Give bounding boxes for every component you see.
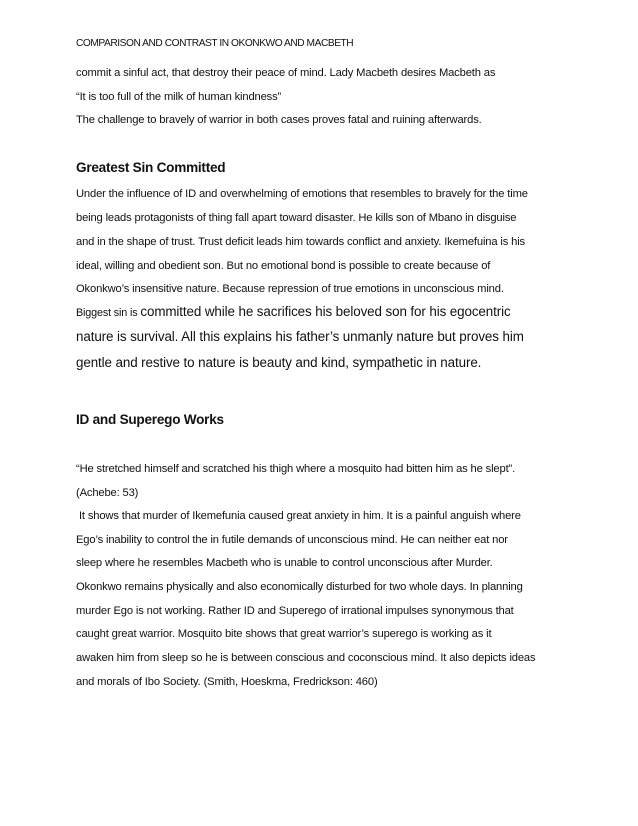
quote-line: “It is too full of the milk of human kindness” <box>76 91 282 103</box>
paragraph-line: Under the influence of ID and overwhelming of emotions that resembles to bravely for the time <box>76 188 528 200</box>
paragraph-line: murder Ego is not working. Rather ID and Superego of irrational impulses synonymous that <box>76 605 514 617</box>
paragraph-line: It shows that murder of Ikemefunia caused great anxiety in him. It is a painful anguish where <box>76 510 521 522</box>
paragraph-line: nature is survival. All this explains his father’s unmanly nature but proves him <box>76 329 524 344</box>
section-heading-id-superego: ID and Superego Works <box>76 412 224 427</box>
citation-line: (Achebe: 53) <box>76 487 139 499</box>
paragraph-line: caught great warrior. Mosquito bite shows that great warrior’s superego is working as it <box>76 628 492 640</box>
paragraph-line-mixed <box>76 305 511 320</box>
paragraph-line: Ego’s inability to control the in futile demands of unconscious mind. He can neither eat nor <box>76 534 508 546</box>
paragraph-line: and morals of Ibo Society. (Smith, Hoeskma, Fredrickson: 460) <box>76 676 378 688</box>
paragraph-line: Okonkwo’s insensitive nature. Because repression of true emotions in unconscious mind. <box>76 283 504 295</box>
running-header: COMPARISON AND CONTRAST IN OKONKWO AND MACBETH <box>76 38 354 49</box>
large-text-run: committed while he sacrifices his beloved son for his egocentric <box>140 304 511 319</box>
quote-line: “He stretched himself and scratched his thigh where a mosquito had bitten him as he slept”. <box>76 463 516 475</box>
section-heading-greatest-sin: Greatest Sin Committed <box>76 160 226 175</box>
paragraph-line: gentle and restive to nature is beauty and kind, sympathetic in nature. <box>76 355 482 370</box>
small-text-run: Biggest sin is <box>76 307 141 319</box>
paragraph-line: sleep where he resembles Macbeth who is unable to control unconscious after Murder. <box>76 557 493 569</box>
paragraph-line: being leads protagonists of thing fall apart toward disaster. He kills son of Mbano in disguise <box>76 212 517 224</box>
paragraph-line: ideal, willing and obedient son. But no emotional bond is possible to create because of <box>76 260 491 272</box>
paragraph-line: commit a sinful act, that destroy their peace of mind. Lady Macbeth desires Macbeth as <box>76 67 496 79</box>
paragraph-line: The challenge to bravely of warrior in both cases proves fatal and ruining afterwards. <box>76 114 482 126</box>
paragraph-line: and in the shape of trust. Trust deficit leads him towards conflict and anxiety. Ikemefuina is his <box>76 236 525 248</box>
paragraph-line: awaken him from sleep so he is between conscious and coconscious mind. It also depicts ideas <box>76 652 536 664</box>
paragraph-line: Okonkwo remains physically and also economically disturbed for two whole days. In planning <box>76 581 523 593</box>
